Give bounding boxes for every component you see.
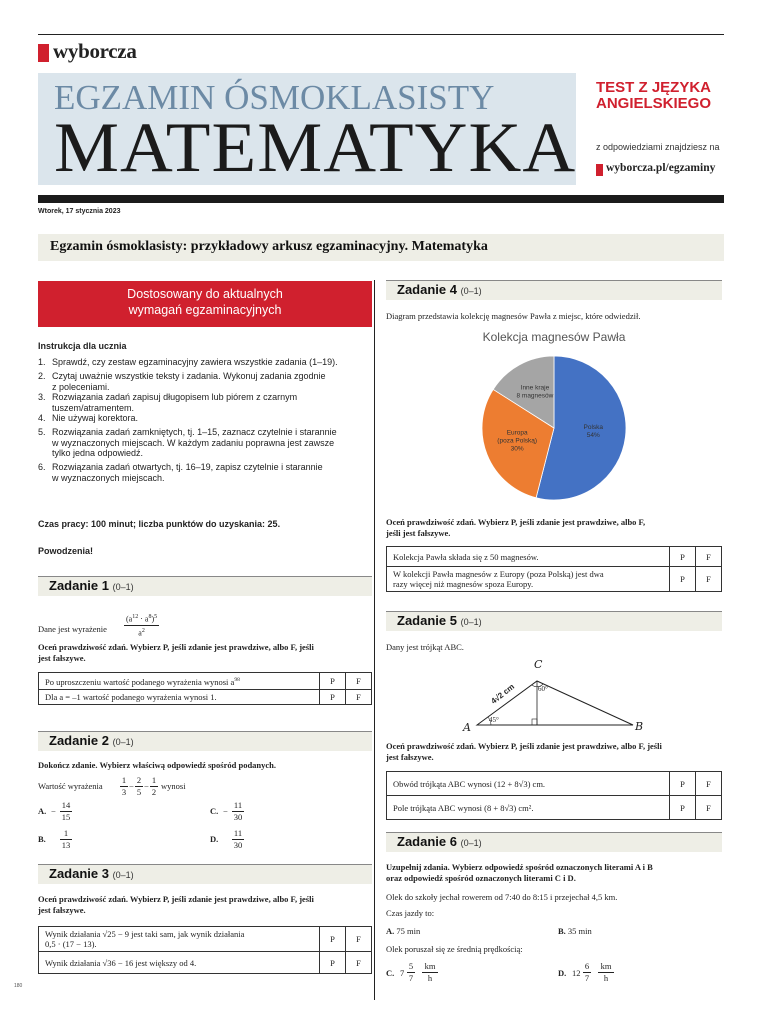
task-2-stem-b: wynosi [161, 781, 186, 791]
top-rule [38, 34, 724, 35]
task-5-points: (0–1) [460, 617, 482, 627]
triangle-diagram [455, 655, 655, 733]
notice-line-2: wymagań egzaminacyjnych [128, 303, 282, 317]
angle-c-label: 60° [538, 685, 548, 693]
task-6-title: Zadanie 6 [397, 834, 457, 849]
task-5-row-1: Obwód trójkąta ABC wynosi (12 + 8√3) cm. [387, 772, 670, 796]
task-2-option-b[interactable]: B. 1 13 [38, 828, 71, 850]
task-5-intro: Dany jest trójkąt ABC. [386, 642, 464, 652]
instructions-heading: Instrukcja dla ucznia [38, 341, 127, 351]
task-3-row-1-p[interactable]: P [320, 927, 346, 952]
task-1-points: (0–1) [112, 582, 134, 592]
promo-mark [596, 164, 603, 176]
banner-subtitle: EGZAMIN ÓSMOKLASISTY [54, 78, 495, 117]
issue-date: Wtorek, 17 stycznia 2023 [38, 208, 121, 215]
promo-link[interactable]: wyborcza.pl/egzaminy [606, 162, 716, 174]
task-2-frac-1: 1 3 [121, 775, 127, 797]
task-4-table [386, 546, 722, 592]
task-1-table [38, 672, 372, 705]
task-4-instruction: Oceń prawdziwość zdań. Wybierz P, jeśli zdanie jest prawdziwe, albo F, jeśli jest fałszywe. [386, 517, 646, 538]
task-6-option-a[interactable]: A. 75 min [386, 926, 421, 936]
task-2-option-d[interactable]: D. 11 30 [210, 828, 243, 850]
vertex-c: C [534, 658, 543, 671]
task-3-row-2-p[interactable]: P [320, 952, 346, 974]
header-bar [38, 195, 724, 203]
task-2-points: (0–1) [112, 737, 134, 747]
task-1-instruction: Oceń prawdziwość zdań. Wybierz P, jeśli zdanie jest prawdziwe, albo F, jeśli jest fałszywe. [38, 642, 314, 663]
task-6-option-b[interactable]: B. 35 min [558, 926, 592, 936]
task-5-row-2: Pole trójkąta ABC wynosi (8 + 8√3) cm². [387, 796, 670, 820]
instruction-text: Rozwiązania zadań zapisuj długopisem lub piórem z czarnym tuszem/atramentem. [52, 392, 298, 413]
task-1-row-1-p[interactable]: P [320, 673, 346, 690]
vertex-b: B [635, 720, 644, 733]
instruction-number: 1. [38, 357, 46, 367]
logo-mark [38, 44, 49, 62]
task-4-title: Zadanie 4 [397, 282, 457, 297]
task-5-row-2-p[interactable]: P [670, 796, 696, 820]
task-6-header [386, 832, 722, 852]
banner-title: MATEMATYKA [54, 109, 577, 187]
instruction-item-1 [38, 357, 372, 368]
page-heading-text: Egzamin ósmoklasisty: przykładowy arkusz egzaminacyjny. Matematyka [50, 239, 488, 254]
task-5-row-1-p[interactable]: P [670, 772, 696, 796]
task-2-frac-2: 2 5 [136, 775, 142, 797]
pie-label-2: Europa (poza Polską) 30% [497, 429, 538, 453]
column-divider [374, 280, 375, 1000]
task-1-row-2-f[interactable]: F [346, 689, 372, 704]
pie-chart [470, 350, 650, 500]
angle-a-label: 45° [489, 716, 499, 724]
task-3-title: Zadanie 3 [49, 866, 109, 881]
notice-box [38, 281, 372, 327]
task-6-q1: Czas jazdy to: [386, 908, 435, 918]
task-5-title: Zadanie 5 [397, 613, 457, 628]
task-2-stem-a: Wartość wyrażenia [38, 781, 103, 791]
task-5-instruction: Oceń prawdziwość zdań. Wybierz P, jeśli zdanie jest prawdziwe, albo F, jeśli jest fałszywe. [386, 741, 662, 762]
task-3-instruction: Oceń prawdziwość zdań. Wybierz P, jeśli zdanie jest prawdziwe, albo F, jeśli jest fałszywe. [38, 894, 314, 915]
instruction-item-6 [38, 462, 372, 483]
task-6-instruction-2: oraz odpowiedź spośród oznaczonych literami C i D. [386, 873, 576, 883]
task-5-table [386, 771, 722, 820]
task-6-q2: Olek poruszał się ze średnią prędkością: [386, 944, 523, 954]
task-3-row-2: Wynik działania √36 − 16 jest większy od 4. [39, 952, 320, 974]
good-luck: Powodzenia! [38, 546, 94, 556]
task-1-title: Zadanie 1 [49, 578, 109, 593]
task-2-title: Zadanie 2 [49, 733, 109, 748]
instruction-text: Rozwiązania zadań otwartych, tj. 16–19, zapisz czytelnie i starannie w wyznaczonych miejscach. [52, 462, 323, 483]
task-1-expression: $(a^{12} \cdot a^8)^5$ $a^2$ [126, 614, 158, 638]
task-4-row-2: W kolekcji Pawła magnesów z Europy (poza Polską) jest dwa razy więcej niż magnesów spoza Europy. [387, 567, 670, 592]
task-6-text: Olek do szkoły jechał rowerem od 7:40 do 8:15 i przejechał 4,5 km. [386, 892, 618, 902]
task-2-option-c[interactable]: C. − 11 30 [210, 800, 243, 822]
instruction-number: 2. [38, 371, 46, 381]
task-4-intro: Diagram przedstawia kolekcję magnesów Pawła z miejsc, które odwiedził. [386, 311, 641, 321]
instruction-number: 4. [38, 413, 46, 423]
task-4-row-1: Kolekcja Pawła składa się z 50 magnesów. [387, 547, 670, 567]
side-label: 4√2 cm [489, 682, 517, 706]
task-3-points: (0–1) [112, 870, 134, 880]
task-3-row-1-f[interactable]: F [346, 927, 372, 952]
triangle-shape [477, 681, 633, 725]
time-info: Czas pracy: 100 minut; liczba punktów do uzyskania: 25. [38, 519, 281, 529]
instruction-item-2 [38, 371, 372, 392]
task-5-row-2-f[interactable]: F [696, 796, 722, 820]
brand-logo[interactable]: wyborcza [53, 39, 137, 63]
instruction-number: 5. [38, 427, 46, 437]
task-1-row-2: Dla a = –1 wartość podanego wyrażenia wynosi 1. [39, 689, 320, 704]
instruction-item-4 [38, 413, 372, 424]
task-3-row-1: Wynik działania √25 − 9 jest taki sam, jak wynik działania 0,5 · (17 − 13). [39, 927, 320, 952]
instruction-text: Czytaj uważnie wszystkie teksty i zadania. Wykonuj zadania zgodnie z poleceniami. [52, 371, 326, 392]
task-2-op-1: − [129, 781, 134, 791]
task-3-row-2-f[interactable]: F [346, 952, 372, 974]
instruction-number: 6. [38, 462, 46, 472]
task-1-header [38, 576, 372, 596]
task-3-header [38, 864, 372, 884]
chart-title: Kolekcja magnesów Pawła [482, 330, 626, 344]
instruction-item-3 [38, 392, 372, 413]
task-2-instruction: Dokończ zdanie. Wybierz właściwą odpowiedź spośród podanych. [38, 760, 277, 770]
task-2-option-a[interactable]: A. − 14 15 [38, 800, 71, 822]
promo-note: z odpowiedziami znajdziesz na [596, 142, 720, 152]
pie-label-1: Polska 54% [583, 423, 604, 439]
task-6-option-d[interactable]: D. 12 6 7 km h [558, 961, 638, 987]
page-heading [38, 234, 724, 261]
footer-number: 180 [14, 983, 23, 989]
task-2-frac-3: 1 2 [151, 775, 157, 797]
task-2-op-2: − [144, 781, 149, 791]
task-2-header [38, 731, 372, 751]
instruction-text: Nie używaj korektora. [52, 413, 139, 423]
pie-label-3: Inne kraje 8 magnesów [516, 384, 554, 400]
task-4-points: (0–1) [460, 286, 482, 296]
task-1-row-1-f[interactable]: F [346, 673, 372, 690]
task-1-row-2-p[interactable]: P [320, 689, 346, 704]
task-1-intro: Dane jest wyrażenie [38, 624, 107, 634]
vertex-a: A [463, 721, 471, 733]
instruction-text: Rozwiązania zadań zamkniętych, tj. 1–15, zaznacz czytelnie i starannie w wyznaczonych miejscach. W każdym zadaniu poprawna jest zawsze tylko jedna odpowiedź. [52, 427, 337, 458]
instruction-number: 3. [38, 392, 46, 402]
task-1-row-1: Po uproszczeniu wartość podanego wyrażenia wynosi $a^{98}$ [39, 673, 320, 690]
notice-line-1: Dostosowany do aktualnych [127, 287, 283, 301]
task-6-instruction-1: Uzupełnij zdania. Wybierz odpowiedź spośród oznaczonych literami A i B [386, 862, 653, 872]
instruction-text: Sprawdź, czy zestaw egzaminacyjny zawiera wszystkie zadania (1–19). [52, 357, 338, 367]
task-4-row-1-p[interactable]: P [670, 547, 696, 567]
task-5-row-1-f[interactable]: F [696, 772, 722, 796]
task-4-row-2-p[interactable]: P [670, 567, 696, 592]
task-5-header [386, 611, 722, 631]
task-6-points: (0–1) [460, 838, 482, 848]
task-4-row-2-f[interactable]: F [696, 567, 722, 592]
promo-title: TEST Z JĘZYKA ANGIELSKIEGO [596, 79, 712, 112]
right-angle-mark [532, 719, 537, 725]
instruction-item-5 [38, 427, 372, 459]
task-4-row-1-f[interactable]: F [696, 547, 722, 567]
task-3-table [38, 926, 372, 974]
task-4-header [386, 280, 722, 300]
